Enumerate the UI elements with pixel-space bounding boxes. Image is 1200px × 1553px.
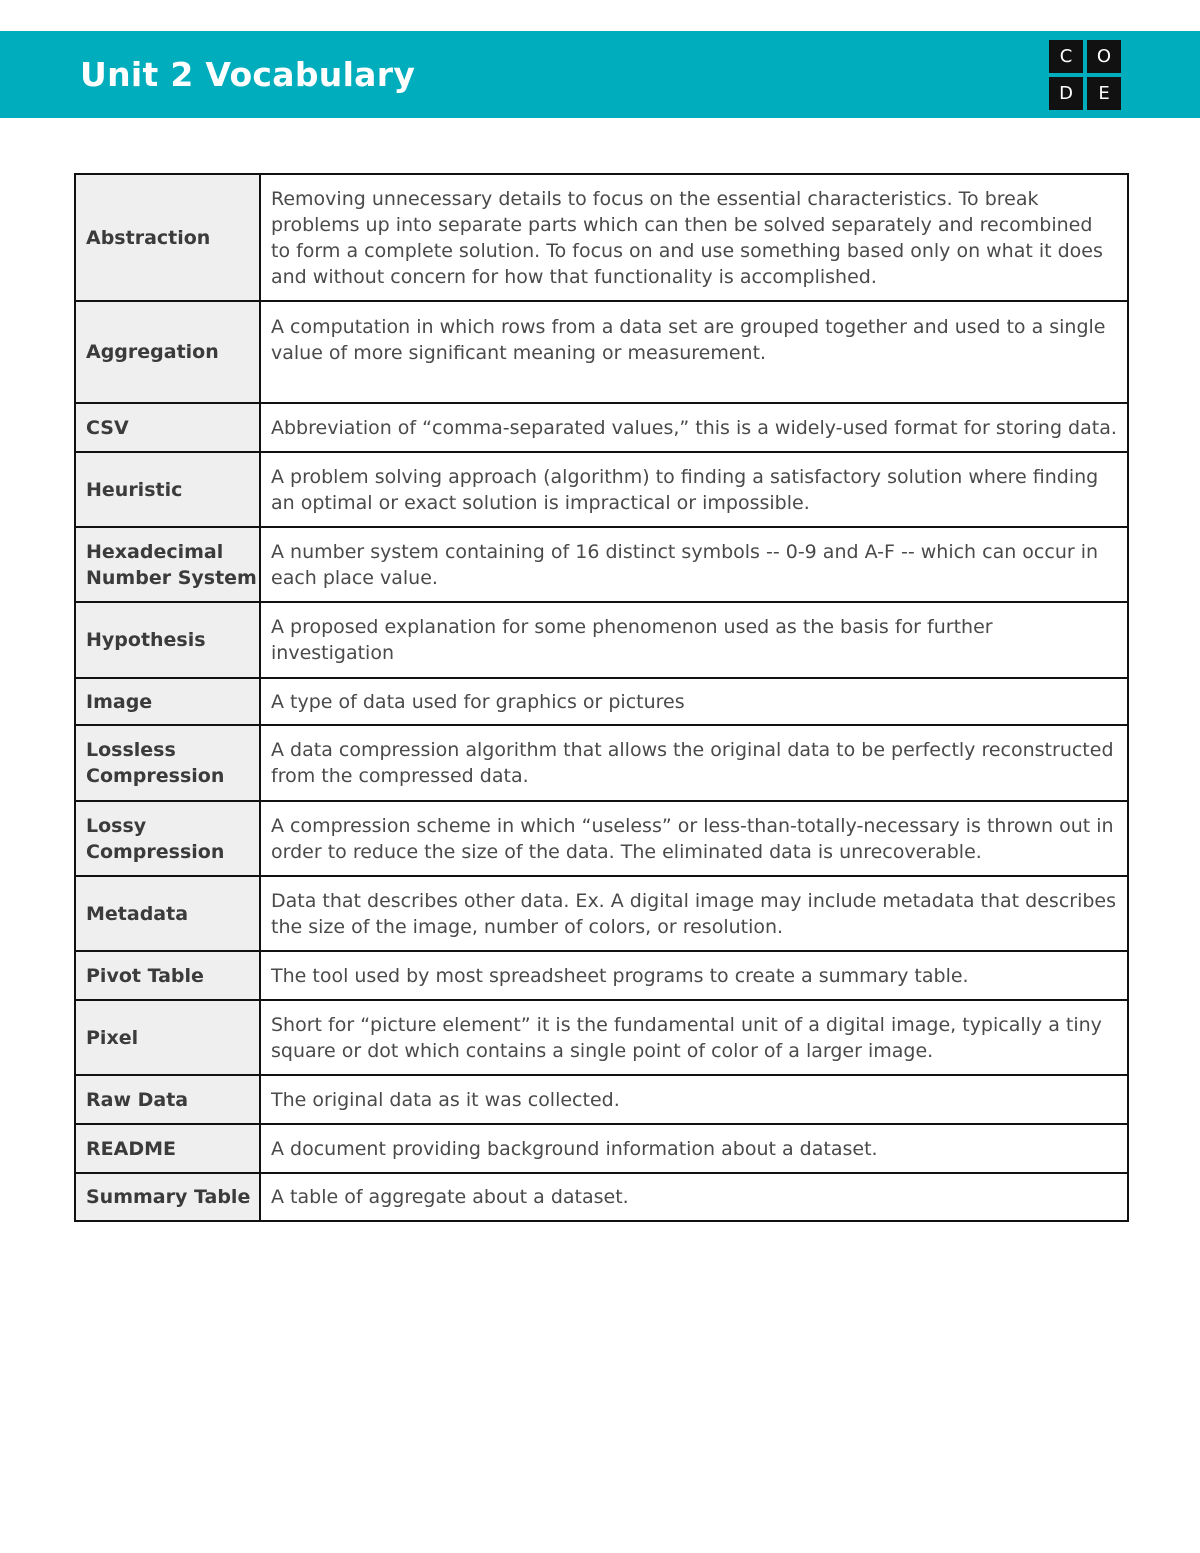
definition-cell: A type of data used for graphics or pictures <box>260 678 1128 725</box>
definition-cell: A problem solving approach (algorithm) to finding a satisfactory solution where finding an optimal or exact solution is impractical or impossible. <box>260 452 1128 527</box>
definition-cell: The original data as it was collected. <box>260 1075 1128 1124</box>
table-row <box>75 602 1128 678</box>
term-cell: Image <box>75 678 260 725</box>
table-row <box>75 403 1128 452</box>
table-row <box>75 1000 1128 1075</box>
definition-cell: A data compression algorithm that allows the original data to be perfectly reconstructed from the compressed data. <box>260 725 1128 801</box>
term-cell: README <box>75 1124 260 1173</box>
table-row <box>75 1124 1128 1173</box>
vocabulary-table <box>74 173 1129 1222</box>
code-logo <box>1049 40 1121 110</box>
logo-tile-o: O <box>1087 40 1121 73</box>
definition-cell: Abbreviation of “comma-separated values,” this is a widely-used format for storing data. <box>260 403 1128 452</box>
header-banner <box>0 31 1200 118</box>
table-row <box>75 1075 1128 1124</box>
definition-cell: Removing unnecessary details to focus on the essential characteristics. To break problems up into separate parts which can then be solved separately and recombined to form a complete solution. To focus on and use something based only on what it does and without concern for how that functionality is accomplished. <box>260 174 1128 301</box>
page-title: Unit 2 Vocabulary <box>80 55 416 94</box>
term-cell: Abstraction <box>75 174 260 301</box>
term-cell: Pivot Table <box>75 951 260 1000</box>
table-row <box>75 725 1128 801</box>
logo-tile-d: D <box>1049 77 1083 110</box>
term-cell: Hypothesis <box>75 602 260 678</box>
table-row <box>75 527 1128 602</box>
definition-cell: A table of aggregate about a dataset. <box>260 1173 1128 1221</box>
definition-cell: A computation in which rows from a data set are grouped together and used to a single value of more significant meaning or measurement. <box>260 301 1128 403</box>
term-cell: Lossy Compression <box>75 801 260 876</box>
definition-cell: The tool used by most spreadsheet programs to create a summary table. <box>260 951 1128 1000</box>
definition-cell: Short for “picture element” it is the fundamental unit of a digital image, typically a tiny square or dot which contains a single point of color of a larger image. <box>260 1000 1128 1075</box>
table-row <box>75 301 1128 403</box>
table-row <box>75 174 1128 301</box>
definition-cell: Data that describes other data. Ex. A digital image may include metadata that describes the size of the image, number of colors, or resolution. <box>260 876 1128 951</box>
definition-cell: A document providing background information about a dataset. <box>260 1124 1128 1173</box>
term-cell: Metadata <box>75 876 260 951</box>
logo-tile-c: C <box>1049 40 1083 73</box>
table-row <box>75 452 1128 527</box>
term-cell: Raw Data <box>75 1075 260 1124</box>
term-cell: Summary Table <box>75 1173 260 1221</box>
term-cell: Pixel <box>75 1000 260 1075</box>
logo-tile-e: E <box>1087 77 1121 110</box>
definition-cell: A proposed explanation for some phenomenon used as the basis for further investigation <box>260 602 1128 678</box>
term-cell: Hexadecimal Number System <box>75 527 260 602</box>
term-cell: Aggregation <box>75 301 260 403</box>
table-row <box>75 801 1128 876</box>
term-cell: Lossless Compression <box>75 725 260 801</box>
term-cell: CSV <box>75 403 260 452</box>
table-row <box>75 876 1128 951</box>
term-cell: Heuristic <box>75 452 260 527</box>
table-row <box>75 951 1128 1000</box>
definition-cell: A number system containing of 16 distinct symbols -- 0-9 and A-F -- which can occur in each place value. <box>260 527 1128 602</box>
table-row <box>75 1173 1128 1221</box>
definition-cell: A compression scheme in which “useless” or less-than-totally-necessary is thrown out in order to reduce the size of the data. The eliminated data is unrecoverable. <box>260 801 1128 876</box>
table-row <box>75 678 1128 725</box>
